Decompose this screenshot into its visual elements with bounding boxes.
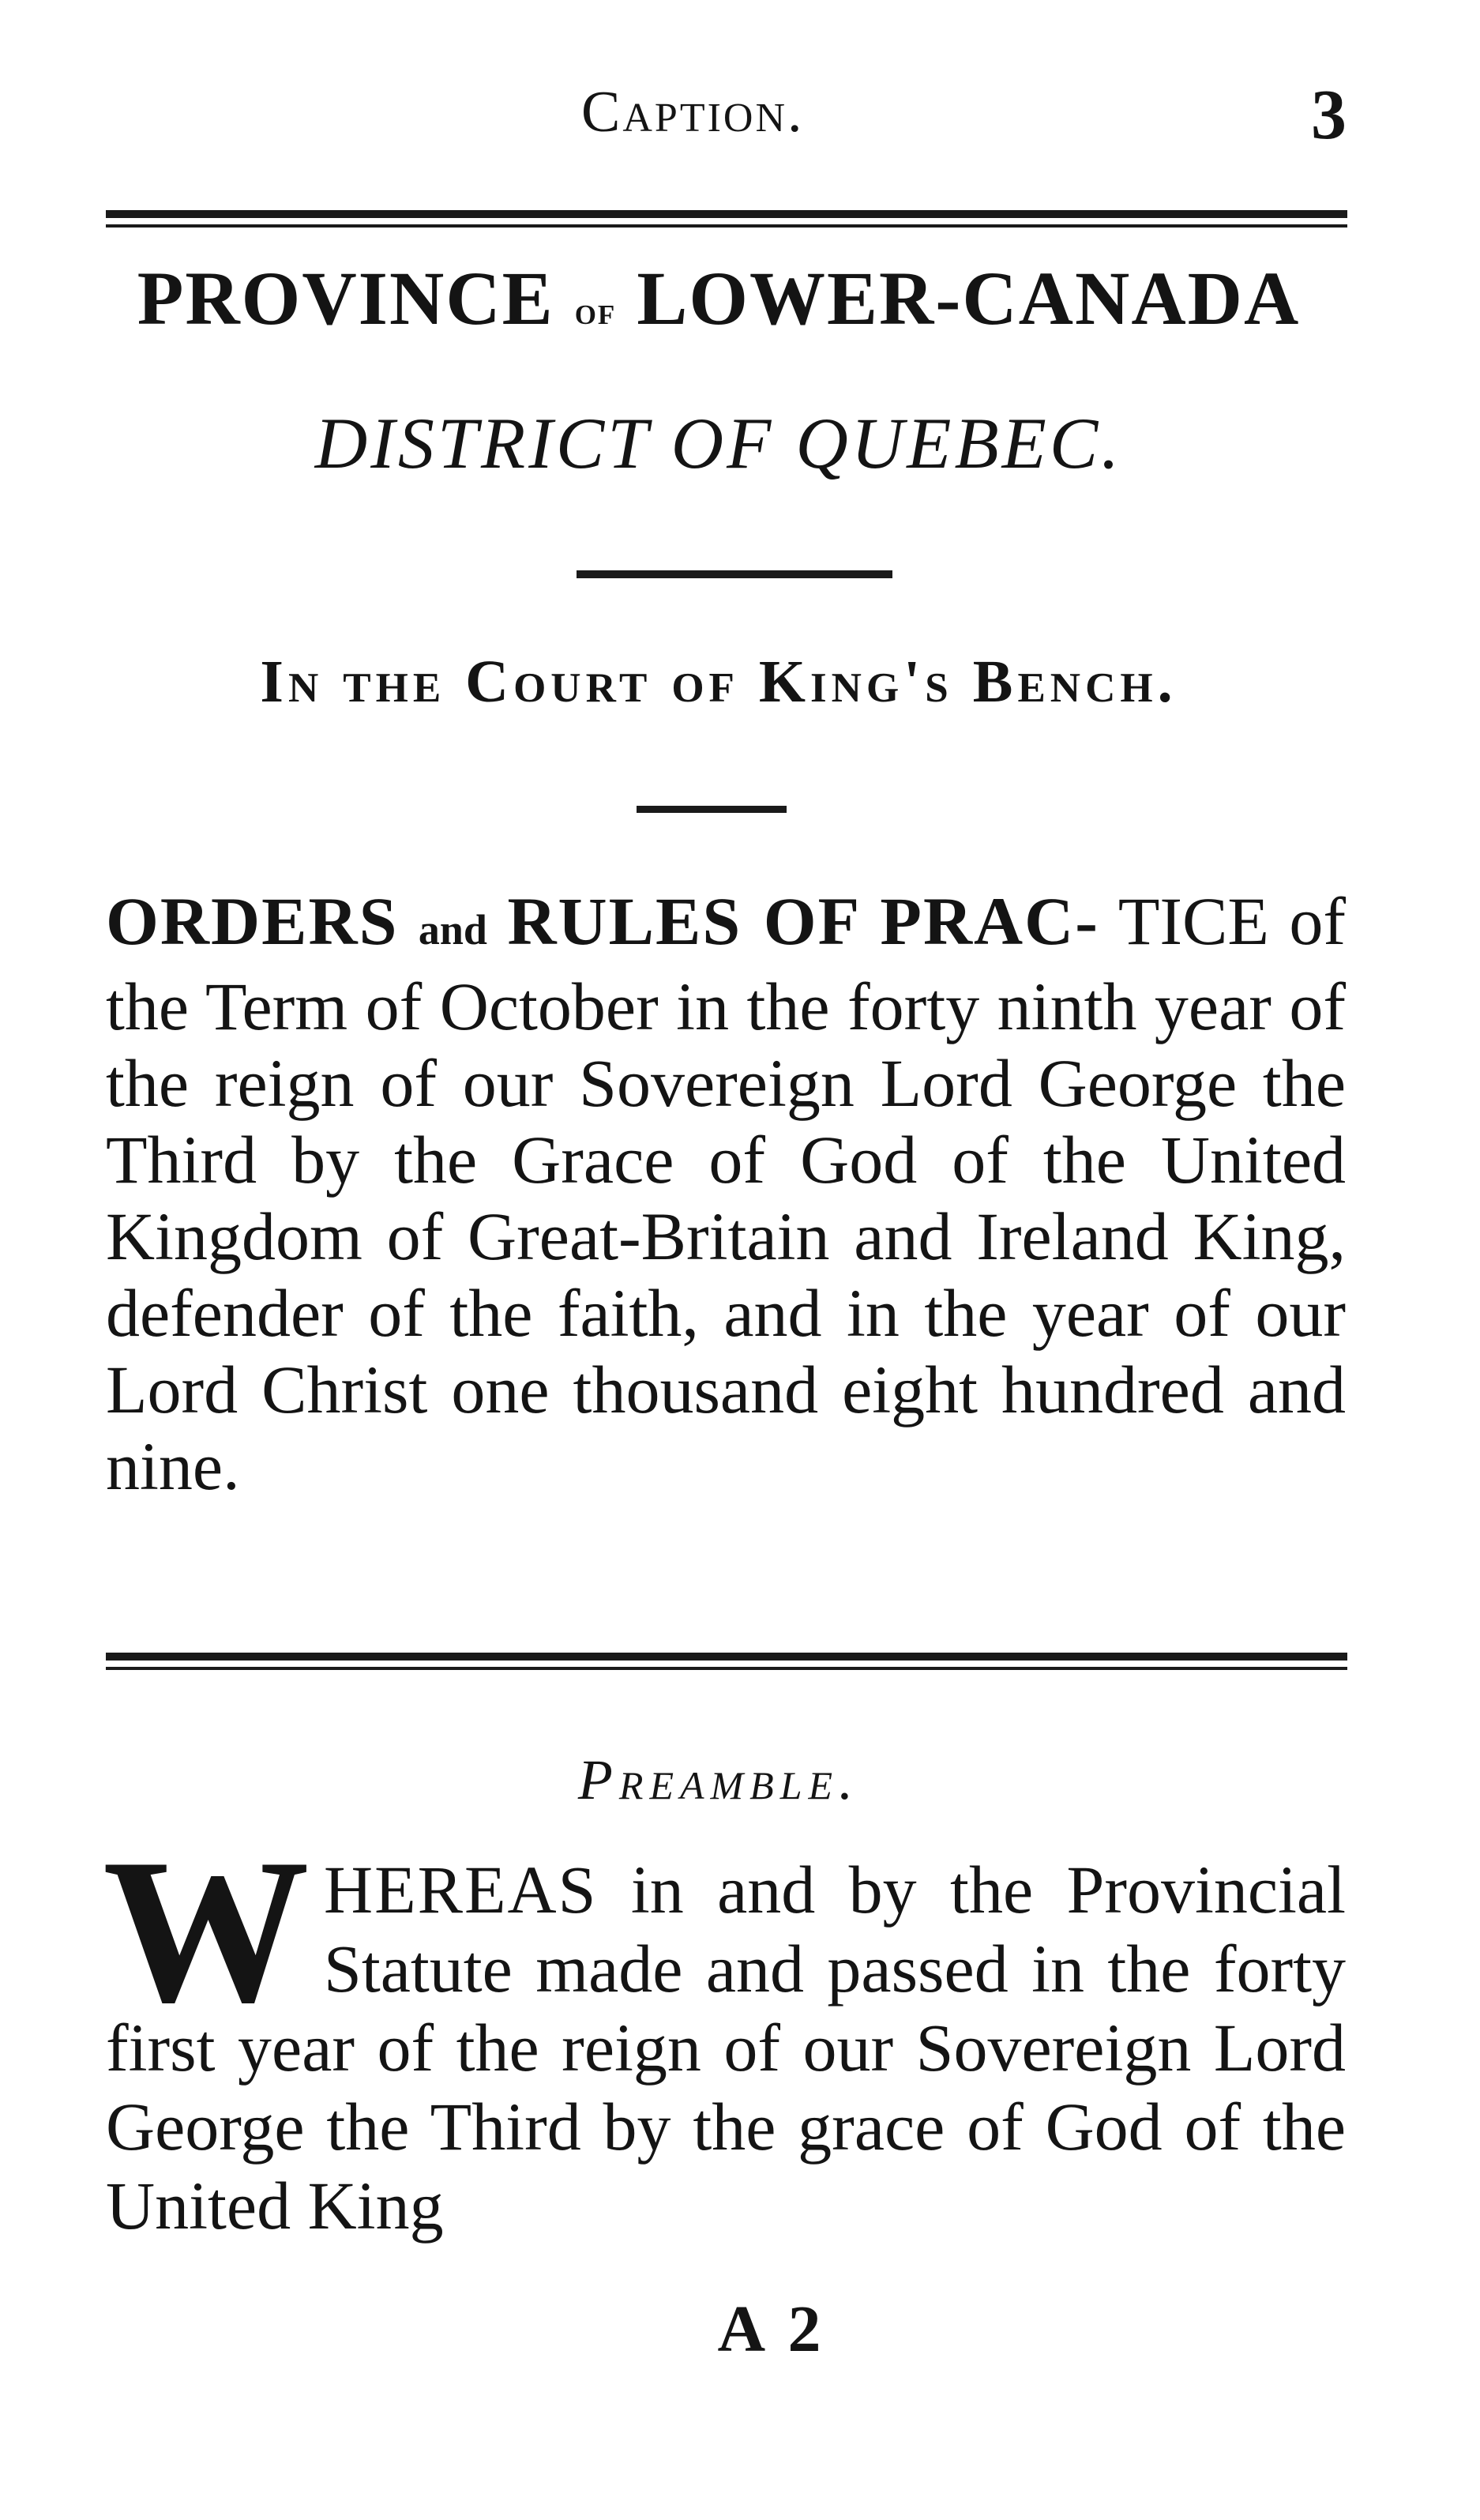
header-rule xyxy=(106,210,1347,228)
whereas-paragraph xyxy=(103,1816,1346,2245)
signature-mark: A 2 xyxy=(717,2292,826,2366)
section-rule xyxy=(106,1653,1347,1670)
page-number: 3 xyxy=(1311,76,1347,154)
district-rule xyxy=(577,570,892,578)
court-rule xyxy=(637,806,787,813)
province-of: of xyxy=(574,288,617,333)
province-heading xyxy=(95,254,1343,342)
province-word: PROVINCE xyxy=(137,256,554,340)
district-heading: DISTRICT OF QUEBEC. xyxy=(314,403,1123,483)
running-head-caption: Caption. xyxy=(581,80,805,145)
whereas-capitals: HEREAS xyxy=(324,1852,598,1928)
preamble-title: Preamble. xyxy=(577,1748,860,1811)
orders-lead-rest: RULES OF PRAC- xyxy=(507,883,1099,959)
whereas-body: in and by the Provincial Statute made and passed in the forty first year of the reign of our Sovereign Lord George the Third by the grace of God of the United King xyxy=(106,1852,1346,2244)
orders-body: TICE of the Term of October in the forty ninth year of the reign of our Sovereign Lord George the Third by the Grace of God of the United Kingdom of Great-Britain and Ireland King, defender of the faith, and in the year of our Lord Christ one thousand eight hundred and nine. xyxy=(106,883,1347,1504)
orders-lead: ORDERS xyxy=(106,883,399,959)
running-head xyxy=(0,76,1480,166)
province-name: LOWER-CANADA xyxy=(637,256,1301,340)
orders-and: and xyxy=(418,906,487,953)
court-heading: In the Court of King's Bench. xyxy=(260,649,1178,715)
drop-cap: W xyxy=(103,1816,310,2045)
orders-paragraph xyxy=(106,883,1346,1505)
